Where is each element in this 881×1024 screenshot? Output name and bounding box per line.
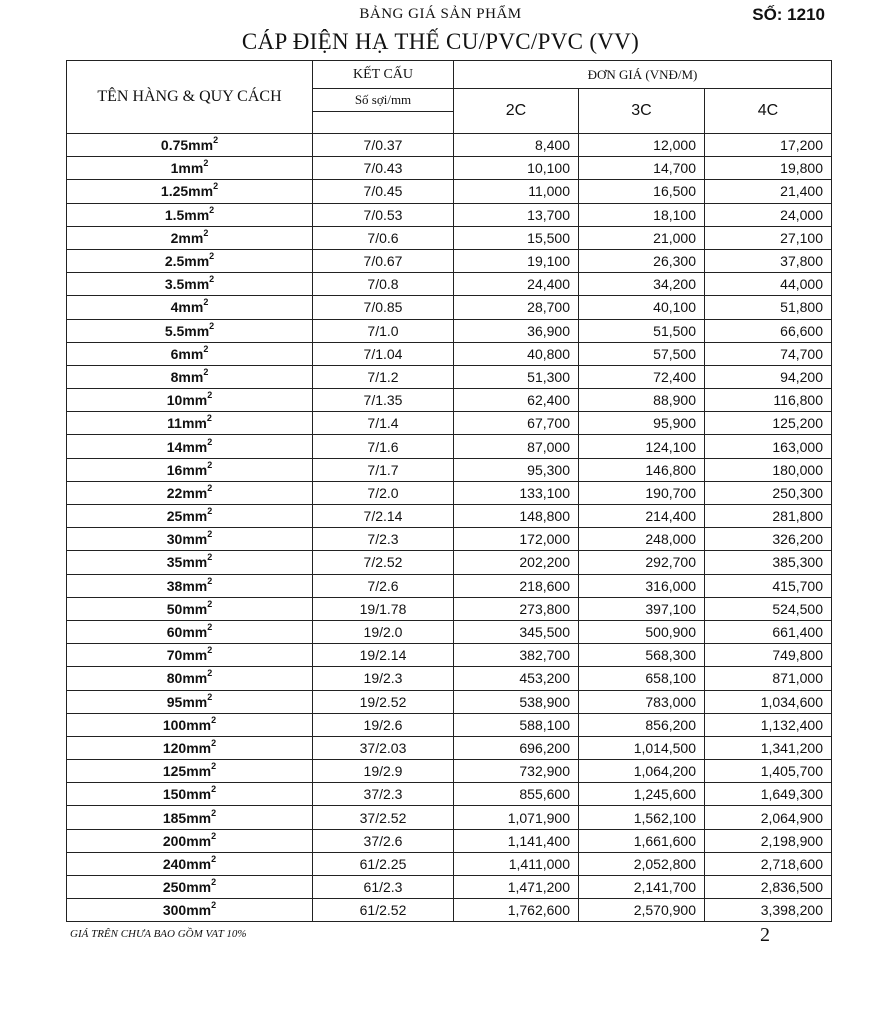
- price-4c-cell: 1,405,700: [705, 760, 832, 783]
- cable-size-cell: [67, 319, 313, 342]
- cable-size-cell: [67, 226, 313, 249]
- cable-size-cell: [67, 551, 313, 574]
- price-table-header: [67, 61, 832, 134]
- structure-cell: 7/2.6: [313, 574, 454, 597]
- cable-size-text: 150mm: [162, 786, 212, 803]
- price-3c-cell: 1,661,600: [579, 829, 705, 852]
- price-3c-cell: 72,400: [579, 365, 705, 388]
- price-2c-cell: 40,800: [454, 342, 579, 365]
- cable-size-text: 250mm: [162, 879, 212, 896]
- price-3c-cell: 51,500: [579, 319, 705, 342]
- price-2c-cell: 172,000: [454, 528, 579, 551]
- price-4c-cell: 2,836,500: [705, 876, 832, 899]
- cable-size-text: 70mm: [166, 647, 208, 664]
- cable-size-cell: [67, 249, 313, 272]
- cable-size-unit-exponent: 2: [211, 784, 217, 795]
- cable-size-unit-exponent: 2: [211, 714, 217, 725]
- cable-size-cell: [67, 505, 313, 528]
- price-table: [66, 60, 832, 922]
- structure-cell: 7/0.53: [313, 203, 454, 226]
- price-3c-cell: 21,000: [579, 226, 705, 249]
- price-4c-cell: 180,000: [705, 458, 832, 481]
- vat-note: GIÁ TRÊN CHƯA BAO GỒM VAT 10%: [70, 928, 247, 940]
- cable-size-text: 80mm: [166, 670, 208, 687]
- cable-size-text: 6mm: [170, 345, 204, 362]
- price-4c-cell: 19,800: [705, 157, 832, 180]
- structure-cell: 7/1.2: [313, 365, 454, 388]
- structure-cell: 7/0.6: [313, 226, 454, 249]
- cable-size-text: 25mm: [166, 508, 208, 525]
- price-3c-cell: 88,900: [579, 389, 705, 412]
- price-2c-cell: 1,471,200: [454, 876, 579, 899]
- cable-size-text: 4mm: [170, 299, 204, 316]
- column-header-structure-sub: Số sợi/mm: [313, 89, 454, 112]
- price-3c-cell: 1,562,100: [579, 806, 705, 829]
- cable-size-text: 38mm: [166, 577, 208, 594]
- price-3c-cell: 16,500: [579, 180, 705, 203]
- cable-size-cell: [67, 458, 313, 481]
- cable-size-unit-exponent: 2: [211, 807, 217, 818]
- cable-size-cell: [67, 899, 313, 922]
- structure-cell: 7/2.0: [313, 481, 454, 504]
- price-2c-cell: 133,100: [454, 481, 579, 504]
- price-2c-cell: 1,411,000: [454, 852, 579, 875]
- structure-cell: 61/2.3: [313, 876, 454, 899]
- price-4c-cell: 250,300: [705, 481, 832, 504]
- price-2c-cell: 24,400: [454, 273, 579, 296]
- cable-size-cell: [67, 876, 313, 899]
- cable-size-unit-exponent: 2: [209, 204, 215, 215]
- structure-cell: 19/1.78: [313, 597, 454, 620]
- cable-size-text: 125mm: [162, 763, 212, 780]
- cable-size-cell: [67, 574, 313, 597]
- price-2c-cell: 202,200: [454, 551, 579, 574]
- cable-size-text: 240mm: [162, 855, 212, 872]
- structure-cell: 7/0.43: [313, 157, 454, 180]
- cable-size-cell: [67, 806, 313, 829]
- price-4c-cell: 415,700: [705, 574, 832, 597]
- cable-size-unit-exponent: 2: [207, 482, 213, 493]
- structure-cell: 37/2.52: [313, 806, 454, 829]
- table-row: [67, 876, 832, 899]
- cable-size-cell: [67, 852, 313, 875]
- structure-cell: 19/2.0: [313, 620, 454, 643]
- cable-size-unit-exponent: 2: [211, 737, 217, 748]
- cable-size-text: 5.5mm: [164, 322, 210, 339]
- structure-cell: 19/2.6: [313, 713, 454, 736]
- cable-size-unit-exponent: 2: [207, 575, 213, 586]
- price-3c-cell: 1,064,200: [579, 760, 705, 783]
- structure-cell: 7/0.67: [313, 249, 454, 272]
- cable-size-text: 2.5mm: [164, 253, 210, 270]
- table-row: [67, 134, 832, 157]
- table-row: [67, 574, 832, 597]
- cable-size-cell: [67, 273, 313, 296]
- table-row: [67, 829, 832, 852]
- cable-size-cell: [67, 829, 313, 852]
- cable-size-cell: [67, 760, 313, 783]
- price-2c-cell: 382,700: [454, 644, 579, 667]
- price-3c-cell: 18,100: [579, 203, 705, 226]
- price-table-body: [67, 134, 832, 922]
- table-row: [67, 319, 832, 342]
- price-2c-cell: 67,700: [454, 412, 579, 435]
- table-row: [67, 203, 832, 226]
- cable-size-unit-exponent: 2: [209, 274, 215, 285]
- price-2c-cell: 87,000: [454, 435, 579, 458]
- cable-size-unit-exponent: 2: [207, 668, 213, 679]
- price-4c-cell: 27,100: [705, 226, 832, 249]
- price-2c-cell: 1,141,400: [454, 829, 579, 852]
- table-row: [67, 458, 832, 481]
- price-4c-cell: 661,400: [705, 620, 832, 643]
- price-4c-cell: 125,200: [705, 412, 832, 435]
- price-4c-cell: 1,132,400: [705, 713, 832, 736]
- cable-size-cell: [67, 180, 313, 203]
- cable-size-cell: [67, 134, 313, 157]
- structure-cell: 7/2.52: [313, 551, 454, 574]
- price-2c-cell: 28,700: [454, 296, 579, 319]
- price-4c-cell: 66,600: [705, 319, 832, 342]
- cable-size-cell: [67, 342, 313, 365]
- structure-cell: 61/2.52: [313, 899, 454, 922]
- cable-size-unit-exponent: 2: [203, 366, 209, 377]
- price-3c-cell: 568,300: [579, 644, 705, 667]
- price-4c-cell: 2,064,900: [705, 806, 832, 829]
- price-2c-cell: 10,100: [454, 157, 579, 180]
- table-row: [67, 412, 832, 435]
- table-row: [67, 365, 832, 388]
- price-2c-cell: 855,600: [454, 783, 579, 806]
- cable-size-unit-exponent: 2: [207, 390, 213, 401]
- price-4c-cell: 281,800: [705, 505, 832, 528]
- price-2c-cell: 62,400: [454, 389, 579, 412]
- cable-size-text: 30mm: [166, 531, 208, 548]
- cable-size-text: 100mm: [162, 716, 212, 733]
- price-4c-cell: 326,200: [705, 528, 832, 551]
- cable-size-unit-exponent: 2: [211, 853, 217, 864]
- price-4c-cell: 524,500: [705, 597, 832, 620]
- cable-size-text: 300mm: [162, 902, 212, 919]
- price-2c-cell: 95,300: [454, 458, 579, 481]
- cable-size-text: 10mm: [166, 392, 208, 409]
- page-title: CÁP ĐIỆN HẠ THẾ CU/PVC/PVC (VV): [241, 29, 640, 54]
- cable-size-unit-exponent: 2: [203, 343, 209, 354]
- cable-size-unit-exponent: 2: [207, 552, 213, 563]
- table-row: [67, 249, 832, 272]
- table-row: [67, 852, 832, 875]
- cable-size-cell: [67, 597, 313, 620]
- price-3c-cell: 783,000: [579, 690, 705, 713]
- cable-size-unit-exponent: 2: [211, 830, 217, 841]
- price-2c-cell: 218,600: [454, 574, 579, 597]
- cable-size-unit-exponent: 2: [207, 436, 213, 447]
- structure-cell: 37/2.3: [313, 783, 454, 806]
- column-header-structure: KẾT CẤU: [313, 61, 454, 89]
- table-row: [67, 760, 832, 783]
- price-2c-cell: 588,100: [454, 713, 579, 736]
- price-3c-cell: 214,400: [579, 505, 705, 528]
- table-row: [67, 528, 832, 551]
- price-2c-cell: 51,300: [454, 365, 579, 388]
- column-header-2c: 2C: [454, 89, 579, 134]
- cable-size-cell: [67, 481, 313, 504]
- cable-size-text: 185mm: [162, 809, 212, 826]
- cable-size-text: 14mm: [166, 438, 208, 455]
- price-3c-cell: 95,900: [579, 412, 705, 435]
- table-row: [67, 806, 832, 829]
- cable-size-cell: [67, 203, 313, 226]
- price-2c-cell: 453,200: [454, 667, 579, 690]
- cable-size-cell: [67, 365, 313, 388]
- cable-size-cell: [67, 644, 313, 667]
- cable-size-cell: [67, 736, 313, 759]
- cable-size-text: 2mm: [170, 229, 204, 246]
- document-subtitle: BẢNG GIÁ SẢN PHẨM: [359, 6, 522, 22]
- structure-cell: 7/2.14: [313, 505, 454, 528]
- price-3c-cell: 34,200: [579, 273, 705, 296]
- price-3c-cell: 2,141,700: [579, 876, 705, 899]
- price-2c-cell: 15,500: [454, 226, 579, 249]
- structure-cell: 7/1.04: [313, 342, 454, 365]
- price-4c-cell: 17,200: [705, 134, 832, 157]
- cable-size-unit-exponent: 2: [207, 506, 213, 517]
- cable-size-unit-exponent: 2: [207, 622, 213, 633]
- table-row: [67, 180, 832, 203]
- cable-size-cell: [67, 713, 313, 736]
- cable-size-unit-exponent: 2: [213, 181, 219, 192]
- cable-size-cell: [67, 412, 313, 435]
- table-row: [67, 620, 832, 643]
- table-row: [67, 644, 832, 667]
- price-2c-cell: 345,500: [454, 620, 579, 643]
- price-4c-cell: 116,800: [705, 389, 832, 412]
- price-3c-cell: 658,100: [579, 667, 705, 690]
- price-2c-cell: 19,100: [454, 249, 579, 272]
- structure-cell: 61/2.25: [313, 852, 454, 875]
- table-row: [67, 157, 832, 180]
- cable-size-cell: [67, 296, 313, 319]
- price-4c-cell: 44,000: [705, 273, 832, 296]
- cable-size-unit-exponent: 2: [209, 320, 215, 331]
- cable-size-unit-exponent: 2: [207, 645, 213, 656]
- structure-cell: 7/0.45: [313, 180, 454, 203]
- price-4c-cell: 1,034,600: [705, 690, 832, 713]
- price-4c-cell: 2,198,900: [705, 829, 832, 852]
- price-2c-cell: 273,800: [454, 597, 579, 620]
- price-4c-cell: 37,800: [705, 249, 832, 272]
- price-3c-cell: 500,900: [579, 620, 705, 643]
- price-4c-cell: 385,300: [705, 551, 832, 574]
- table-row: [67, 551, 832, 574]
- price-4c-cell: 163,000: [705, 435, 832, 458]
- cable-size-text: 1.5mm: [164, 206, 210, 223]
- price-3c-cell: 124,100: [579, 435, 705, 458]
- cable-size-unit-exponent: 2: [207, 691, 213, 702]
- price-3c-cell: 397,100: [579, 597, 705, 620]
- column-header-price: ĐƠN GIÁ (VNĐ/M): [454, 61, 832, 89]
- price-3c-cell: 40,100: [579, 296, 705, 319]
- table-row: [67, 505, 832, 528]
- cable-size-text: 1mm: [170, 160, 204, 177]
- cable-size-cell: [67, 783, 313, 806]
- price-2c-cell: 11,000: [454, 180, 579, 203]
- cable-size-unit-exponent: 2: [207, 459, 213, 470]
- table-row: [67, 783, 832, 806]
- cable-size-unit-exponent: 2: [211, 900, 217, 911]
- structure-cell: 19/2.52: [313, 690, 454, 713]
- price-2c-cell: 1,071,900: [454, 806, 579, 829]
- price-3c-cell: 248,000: [579, 528, 705, 551]
- cable-size-text: 1.25mm: [160, 183, 214, 200]
- cable-size-unit-exponent: 2: [211, 761, 217, 772]
- table-row: [67, 481, 832, 504]
- structure-cell: 7/1.35: [313, 389, 454, 412]
- structure-cell: 19/2.14: [313, 644, 454, 667]
- price-4c-cell: 74,700: [705, 342, 832, 365]
- structure-cell: 37/2.03: [313, 736, 454, 759]
- table-row: [67, 899, 832, 922]
- cable-size-text: 35mm: [166, 554, 208, 571]
- price-4c-cell: 51,800: [705, 296, 832, 319]
- table-row: [67, 597, 832, 620]
- structure-cell: 37/2.6: [313, 829, 454, 852]
- price-2c-cell: 1,762,600: [454, 899, 579, 922]
- price-3c-cell: 57,500: [579, 342, 705, 365]
- structure-cell: 7/1.7: [313, 458, 454, 481]
- price-3c-cell: 146,800: [579, 458, 705, 481]
- cable-size-text: 200mm: [162, 832, 212, 849]
- price-3c-cell: 316,000: [579, 574, 705, 597]
- structure-cell: 7/0.8: [313, 273, 454, 296]
- price-4c-cell: 1,341,200: [705, 736, 832, 759]
- price-4c-cell: 749,800: [705, 644, 832, 667]
- table-row: [67, 667, 832, 690]
- price-4c-cell: 24,000: [705, 203, 832, 226]
- price-3c-cell: 14,700: [579, 157, 705, 180]
- cable-size-cell: [67, 667, 313, 690]
- cable-size-cell: [67, 435, 313, 458]
- cable-size-text: 95mm: [166, 693, 208, 710]
- cable-size-unit-exponent: 2: [211, 877, 217, 888]
- price-3c-cell: 190,700: [579, 481, 705, 504]
- cable-size-text: 22mm: [166, 484, 208, 501]
- table-row: [67, 342, 832, 365]
- column-header-name: TÊN HÀNG & QUY CÁCH: [67, 61, 313, 134]
- cable-size-cell: [67, 690, 313, 713]
- cable-size-text: 8mm: [170, 368, 204, 385]
- table-row: [67, 690, 832, 713]
- table-row: [67, 713, 832, 736]
- structure-cell: 7/1.0: [313, 319, 454, 342]
- cable-size-text: 11mm: [167, 415, 207, 432]
- price-3c-cell: 1,014,500: [579, 736, 705, 759]
- price-4c-cell: 1,649,300: [705, 783, 832, 806]
- price-3c-cell: 292,700: [579, 551, 705, 574]
- price-2c-cell: 36,900: [454, 319, 579, 342]
- structure-cell: 19/2.3: [313, 667, 454, 690]
- price-4c-cell: 2,718,600: [705, 852, 832, 875]
- price-3c-cell: 2,052,800: [579, 852, 705, 875]
- cable-size-text: 0.75mm: [160, 137, 214, 154]
- structure-cell: 19/2.9: [313, 760, 454, 783]
- price-2c-cell: 8,400: [454, 134, 579, 157]
- column-header-3c: 3C: [579, 89, 705, 134]
- cable-size-unit-exponent: 2: [203, 158, 209, 169]
- cable-size-unit-exponent: 2: [207, 529, 213, 540]
- table-row: [67, 435, 832, 458]
- table-row: [67, 226, 832, 249]
- table-row: [67, 296, 832, 319]
- price-4c-cell: 871,000: [705, 667, 832, 690]
- price-3c-cell: 856,200: [579, 713, 705, 736]
- structure-cell: 7/0.85: [313, 296, 454, 319]
- cable-size-text: 50mm: [166, 600, 208, 617]
- column-header-blank: [313, 111, 454, 134]
- cable-size-unit-exponent: 2: [203, 227, 209, 238]
- structure-cell: 7/1.4: [313, 412, 454, 435]
- cable-size-text: 120mm: [162, 739, 212, 756]
- price-2c-cell: 538,900: [454, 690, 579, 713]
- cable-size-unit-exponent: 2: [203, 297, 209, 308]
- cable-size-text: 16mm: [166, 461, 208, 478]
- price-3c-cell: 12,000: [579, 134, 705, 157]
- table-row: [67, 389, 832, 412]
- cable-size-cell: [67, 620, 313, 643]
- structure-cell: 7/2.3: [313, 528, 454, 551]
- price-3c-cell: 26,300: [579, 249, 705, 272]
- price-2c-cell: 696,200: [454, 736, 579, 759]
- document-number: SỐ: 1210: [752, 5, 825, 24]
- column-header-4c: 4C: [705, 89, 832, 134]
- cable-size-cell: [67, 528, 313, 551]
- table-row: [67, 273, 832, 296]
- price-3c-cell: 2,570,900: [579, 899, 705, 922]
- price-2c-cell: 148,800: [454, 505, 579, 528]
- structure-cell: 7/1.6: [313, 435, 454, 458]
- cable-size-text: 60mm: [166, 624, 208, 641]
- price-4c-cell: 3,398,200: [705, 899, 832, 922]
- cable-size-unit-exponent: 2: [209, 251, 215, 262]
- cable-size-unit-exponent: 2: [207, 598, 213, 609]
- price-4c-cell: 21,400: [705, 180, 832, 203]
- cable-size-text: 3.5mm: [164, 276, 210, 293]
- structure-cell: 7/0.37: [313, 134, 454, 157]
- page-number: 2: [760, 924, 770, 946]
- price-3c-cell: 1,245,600: [579, 783, 705, 806]
- cable-size-unit-exponent: 2: [213, 135, 219, 146]
- cable-size-cell: [67, 157, 313, 180]
- cable-size-cell: [67, 389, 313, 412]
- price-2c-cell: 13,700: [454, 203, 579, 226]
- cable-size-unit-exponent: 2: [206, 413, 212, 424]
- price-4c-cell: 94,200: [705, 365, 832, 388]
- table-row: [67, 736, 832, 759]
- price-2c-cell: 732,900: [454, 760, 579, 783]
